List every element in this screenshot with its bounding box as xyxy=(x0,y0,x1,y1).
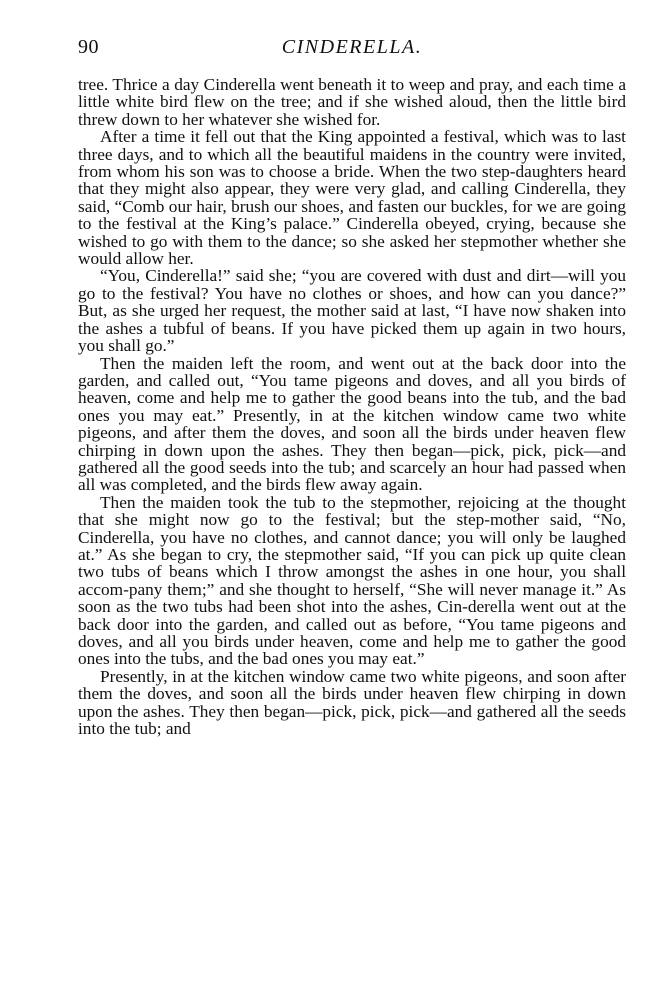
page-header xyxy=(78,36,626,64)
running-title: CINDERELLA. xyxy=(281,36,423,58)
paragraph: tree. Thrice a day Cinderella went beneath it to weep and pray, and each time a little white bird flew on the tree; and if she wished aloud, then the little bird threw down to her whatever she wished for. xyxy=(78,75,626,129)
page-number: 90 xyxy=(78,36,99,58)
paragraph: “You, Cinderella!” said she; “you are covered with dust and dirt—will you go to the festival? You have no clothes or shoes, and how can you dance?” But, as she urged her request, the mother said at last, “I have now shaken into the ashes a tubful of beans. If you have picked them up again in two hours, you shall go.” xyxy=(78,266,626,356)
paragraph: Then the maiden left the room, and went out at the back door into the garden, and called out, “You tame pigeons and doves, and all you birds of heaven, come and help me to gather the good beans into the tub, and the bad ones you may eat.” Presently, in at the kitchen window came two white pigeons, and after them the doves, and soon all the birds under heaven flew chirping in down upon the ashes. They then began—pick, pick, pick—and gathered all the good seeds into the tub; and scarcely an hour had passed when all was completed, and the birds flew away again. xyxy=(78,353,626,495)
paragraph: Presently, in at the kitchen window came two white pigeons, and soon after them the doves, and soon all the birds under heaven flew chirping in down upon the ashes. They then began—pick, pick, pick—and gathered all the seeds into the tub; and xyxy=(78,666,626,739)
body-text xyxy=(78,76,626,737)
paragraph: After a time it fell out that the King appointed a festival, which was to last three days, and to which all the beautiful maidens in the country were invited, from whom his son was to choose a bride. When the two step-daughters heard that they might also appear, they were very glad, and calling Cinderella, they said, “Comb our hair, brush our shoes, and fasten our buckles, for we are going to the festival at the King’s palace.” Cinderella obeyed, crying, because she wished to go with them to the dance; so she asked her stepmother whether she would allow her. xyxy=(78,127,626,269)
paragraph: Then the maiden took the tub to the stepmother, rejoicing at the thought that she might now go to the festival; but the step-mother said, “No, Cinderella, you have no clothes, and cannot dance; you will only be laughed at.” As she began to cry, the stepmother said, “If you can pick up quite clean two tubs of beans which I throw amongst the ashes in one hour, you shall accom-pany them;” and she thought to herself, “She will never manage it.” As soon as the two tubs had been shot into the ashes, Cin-derella went out at the back door into the garden, and called out as before, “You tame pigeons and doves, and all you birds under heaven, come and help me to gather the good ones into the tubs, and the bad ones you may eat.” xyxy=(78,492,626,669)
